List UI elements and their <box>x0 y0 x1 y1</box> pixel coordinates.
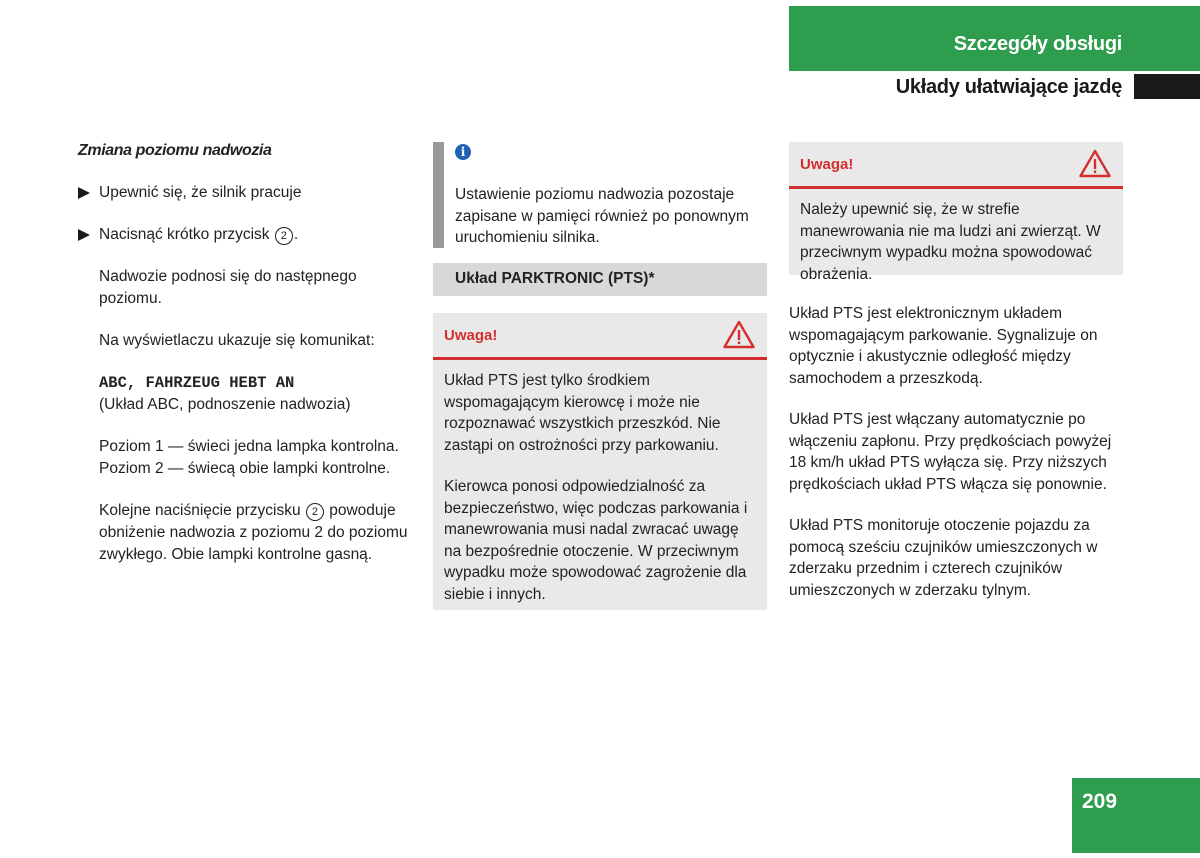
paragraph <box>78 500 418 566</box>
warning-triangle-icon <box>723 320 755 354</box>
section-tab <box>789 6 1200 71</box>
info-icon: i <box>455 144 471 160</box>
step-1 <box>78 182 418 204</box>
level-1-text: Poziom 1 — świeci jedna lampka kontrolna. <box>99 438 399 455</box>
warning-body <box>433 360 767 615</box>
left-column <box>78 140 418 586</box>
info-note <box>433 142 767 248</box>
info-note-text: Ustawienie poziomu nadwozia pozostaje zapisane w pamięci również po ponownym uruchomieniu silnika. <box>455 186 749 246</box>
column-heading: Zmiana poziomu nadwozia <box>78 142 272 159</box>
paragraph-text: Kolejne naciśnięcie przycisku <box>99 502 301 519</box>
warning-box <box>789 142 1123 283</box>
warning-title: Uwaga! <box>800 156 854 173</box>
warning-box <box>433 313 767 610</box>
button-2-symbol: 2 <box>275 227 293 245</box>
step-text: Nacisnąć krótko przycisk <box>99 226 270 243</box>
display-message-block <box>78 372 418 416</box>
step-arrow-icon <box>78 187 90 199</box>
warning-paragraph: Należy upewnić się, że w strefie manewrowania nie ma ludzi ani zwierząt. W przeciwnym wypadku można spowodować obrażenia. <box>800 201 1101 283</box>
warning-paragraph: Układ PTS jest tylko środkiem wspomagającym kierowcę i może nie rozpoznawać wszystkich przeszkód. Nie zastąpi on ostrożności przy parkowaniu. <box>444 372 721 454</box>
level-2-text: Poziom 2 — świecą obie lampki kontrolne. <box>99 460 391 477</box>
button-2-symbol: 2 <box>306 503 324 521</box>
warning-paragraph: Kierowca ponosi odpowiedzialność za bezpieczeństwo, więc podczas parkowania i manewrowania musi nadal zwracać uwagę na bezpośrednie otoczenie. W przeciwnym wypadku może spowodować zagrożenie dla siebie i innych. <box>444 478 748 603</box>
warning-title: Uwaga! <box>444 327 498 344</box>
paragraph: Nadwozie podnosi się do następnego poziomu. <box>99 268 357 307</box>
page-subtitle: Układy ułatwiające jazdę <box>895 76 1122 98</box>
subtitle-marker-bar <box>1134 74 1200 99</box>
step-2 <box>78 224 418 246</box>
step-arrow-icon <box>78 229 90 241</box>
warning-header <box>433 313 767 360</box>
paragraph: Układ PTS jest elektronicznym układem wspomagającym parkowanie. Sygnalizuje on optycznie i akustycznie odległość między samochodem a przeszkodą. <box>789 305 1098 387</box>
warning-triangle-icon <box>1079 149 1111 183</box>
level-description <box>78 436 418 480</box>
page-number: 209 <box>1082 790 1118 813</box>
section-header <box>433 263 767 296</box>
step-text: Upewnić się, że silnik pracuje <box>99 184 302 201</box>
display-translation: (Układ ABC, podnoszenie nadwozia) <box>99 396 351 413</box>
step-text-end: . <box>293 226 299 243</box>
section-header-title: Układ PARKTRONIC (PTS)* <box>455 270 655 287</box>
display-message: ABC, FAHRZEUG HEBT AN <box>99 374 295 392</box>
section-title: Szczegóły obsługi <box>953 33 1122 55</box>
paragraph: Układ PTS monitoruje otoczenie pojazdu za pomocą sześciu czujników umieszczonych w zderzaku przednim i czterech czujników umieszczonych w zderzaku tylnym. <box>789 517 1098 599</box>
right-column <box>789 303 1123 621</box>
page-number-tab <box>1072 778 1200 853</box>
info-note-bar <box>433 142 444 248</box>
paragraph: Na wyświetlaczu ukazuje się komunikat: <box>99 332 375 349</box>
warning-body <box>789 189 1123 295</box>
paragraph-text: powoduje obniżenie nadwozia z poziomu 2 do poziomu zwykłego. Obie lampki kontrolne gasną. <box>99 502 408 563</box>
warning-header <box>789 142 1123 189</box>
paragraph: Układ PTS jest włączany automatycznie po włączeniu zapłonu. Przy prędkościach powyżej 18 km/h układ PTS wyłącza się. Przy niższych prędkościach układ PTS włącza się ponownie. <box>789 411 1112 493</box>
